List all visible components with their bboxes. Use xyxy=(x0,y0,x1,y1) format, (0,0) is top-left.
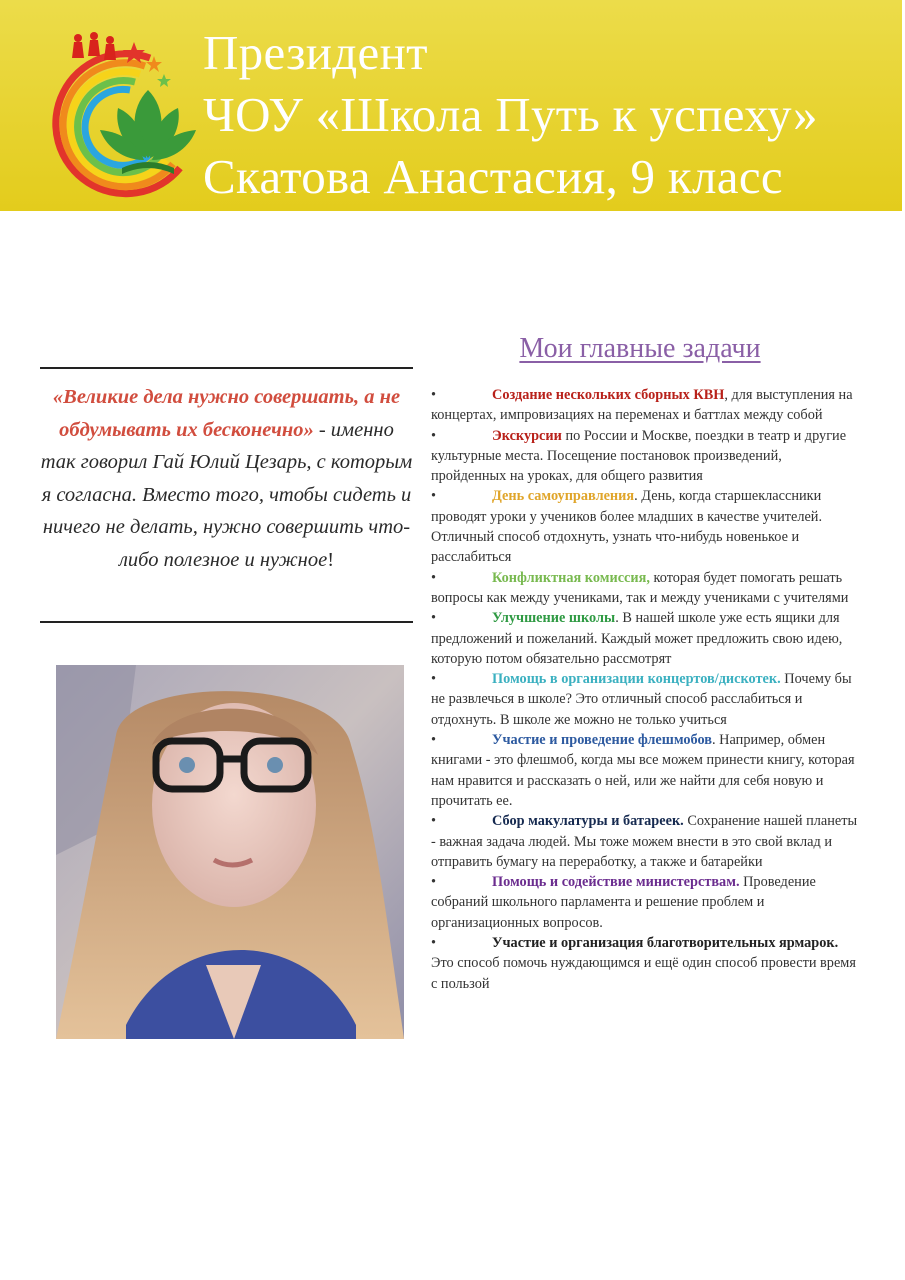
portrait-photo xyxy=(56,665,404,1039)
quote-body: - именно так говорил Гай Юлий Цезарь, с которым я согласна. Вместо того, чтобы сидеть и ничего не делать, нужно совершить что-либо полезное и нужное xyxy=(40,418,413,571)
list-item: • Улучшение школы. В нашей школе уже есть ящики для предложений и пожеланий. Каждый может предложить свою идею, которую потом обязательно рассмотрят xyxy=(431,610,843,667)
list-item: • Помощь в организации концертов/дискотек. Почему бы не развлечься в школе? Это отличный способ расслабиться и отдохнуть. В школе же можно не только учиться xyxy=(431,671,852,728)
divider-top xyxy=(40,367,413,369)
school-logo-icon xyxy=(30,28,205,198)
quote-block xyxy=(40,381,413,576)
quote-end: ! xyxy=(327,548,335,571)
header-title-line2: ЧОУ «Школа Путь к успеху» xyxy=(203,87,818,142)
header-banner xyxy=(0,0,902,211)
list-item: • Конфликтная комиссия, которая будет помогать решать вопросы как между учениками, так и между учениками с учителями xyxy=(431,569,849,606)
list-item: • Помощь и содействие министерствам. Проведение собраний школьного парламента и решение проблем и организационных вопросов. xyxy=(431,874,816,931)
list-item: • Сбор макулатуры и батареек. Сохранение нашей планеты - важная задача людей. Мы тоже можем внести в это свой вклад и отправить бумагу на переработку, а также и батарейки xyxy=(431,813,858,870)
list-item: • Участие и организация благотворительных ярмарок. Это способ помочь нуждающимся и ещё один способ провести время с пользой xyxy=(431,935,856,992)
list-item: • Создание нескольких сборных КВН, для выступления на концертах, импровизациях на переменах и баттлах между собой xyxy=(431,387,853,424)
header-title-line3: Скатова Анастасия, 9 класс xyxy=(203,149,783,204)
list-item: • День самоуправления. День, когда старшеклассники проводят уроки у учеников более младших в качестве учителей. Отличный способ отдохнуть, узнать что-нибудь новенькое и расслабиться xyxy=(431,488,823,566)
tasks-title: Мои главные задачи xyxy=(519,333,761,364)
quote-highlight: «Великие дела нужно совершать, а не обдумывать их бесконечно» xyxy=(52,386,401,441)
tasks-list xyxy=(431,385,859,994)
header-title-line1: Президент xyxy=(203,25,428,80)
list-item: • Экскурсии по России и Москве, поездки в театр и другие культурные места. Посещение постановок произведений, пройденных на уроках, для общего развития xyxy=(431,427,847,485)
list-item: • Участие и проведение флешмобов. Например, обмен книгами - это флешмоб, когда мы все можем принести книгу, которая нам нравится и рассказать о ней, или же найти для себя новую и прочитать ее. xyxy=(431,732,855,809)
divider-bottom xyxy=(40,621,413,623)
